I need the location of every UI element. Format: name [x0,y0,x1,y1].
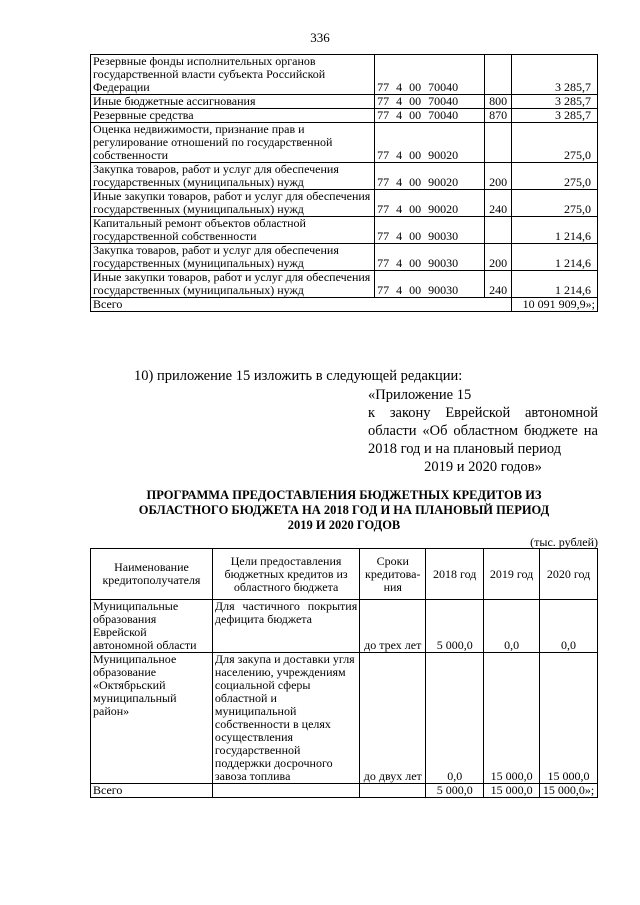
header-goals: Цели предоставления бюджетных кредитов из областного бюджета [212,549,359,600]
table-row [91,653,598,784]
row-name: Закупка товаров, работ и услуг для обеспечения государственных (муниципальных) нужд [91,163,375,190]
amendment-paragraph: 10) приложение 15 изложить в следующей редакции: [134,368,463,384]
amount: 275,0 [511,123,597,163]
expenditure-table [90,54,598,312]
row-name: Иные закупки товаров, работ и услуг для обеспечения государственных (муниципальных) нужд [91,190,375,217]
row-name: Оценка недвижимости, признание прав и регулирование отношений по государственной собственности [91,123,375,163]
amount: 1 214,6 [511,217,597,244]
expense-type [485,123,512,163]
empty-cell [212,784,359,798]
credit-program-table [90,548,598,798]
program-title-line: 2019 И 2020 ГОДОВ [287,518,401,532]
credit-goal: Для закупа и доставки угля населению, учреждениям социальной сферы областной и муниципальной собственности в целях осуществления государственной поддержки досрочного завоза топлива [212,653,359,784]
amount-2019: 15 000,0 [484,653,540,784]
appendix-law-reference: к закону Еврейской автономной области «Об областном бюджете на 2018 год и на плановый период [368,405,598,457]
header-term: Сроки кредитова-ния [360,549,426,600]
expense-type: 870 [485,109,512,123]
expense-type: 200 [485,163,512,190]
table-row [91,95,598,109]
amount-2018: 0,0 [426,653,484,784]
total-row [91,298,598,312]
amount-2020: 15 000,0 [540,653,598,784]
row-name: Закупка товаров, работ и услуг для обеспечения государственных (муниципальных) нужд [91,244,375,271]
header-2020: 2020 год [540,549,598,600]
header-2019: 2019 год [484,549,540,600]
amount: 275,0 [511,190,597,217]
total-2019: 15 000,0 [484,784,540,798]
table-row [91,55,598,95]
program-title [90,488,598,533]
target-code: 77 4 00 90020 [375,123,485,163]
credit-goal: Для частичного покрытия дефицита бюджета [212,600,359,653]
table-row [91,600,598,653]
target-code: 77 4 00 90020 [375,163,485,190]
empty-cell [360,784,426,798]
table-row [91,271,598,298]
target-code: 77 4 00 70040 [375,95,485,109]
amount-2019: 0,0 [484,600,540,653]
borrower-name: Муниципальное образование «Октябрьский муниципальный район» [91,653,213,784]
amount: 1 214,6 [511,271,597,298]
expense-type: 240 [485,271,512,298]
expense-type [485,217,512,244]
expense-type [485,55,512,95]
unit-label: (тыс. рублей) [530,535,598,549]
credit-term: до двух лет [360,653,426,784]
table-row [91,217,598,244]
row-name: Иные бюджетные ассигнования [91,95,375,109]
row-name: Капитальный ремонт объектов областной государственной собственности [91,217,375,244]
page-number: 336 [310,30,330,45]
total-row [91,784,598,798]
table-row [91,163,598,190]
target-code: 77 4 00 70040 [375,55,485,95]
amount: 275,0 [511,163,597,190]
appendix-title: «Приложение 15 [368,387,472,403]
target-code: 77 4 00 90030 [375,244,485,271]
expense-type: 800 [485,95,512,109]
target-code: 77 4 00 70040 [375,109,485,123]
appendix-period: 2019 и 2020 годов» [424,459,542,475]
header-borrower: Наименование кредитополучателя [91,549,213,600]
table-header-row [91,549,598,600]
appendix-header [368,386,598,476]
row-name: Резервные средства [91,109,375,123]
program-title-line: ПРОГРАММА ПРЕДОСТАВЛЕНИЯ БЮДЖЕТНЫХ КРЕДИТОВ ИЗ [146,488,542,502]
row-name: Резервные фонды исполнительных органов государственной власти субъекта Российской Федерации [91,55,375,95]
table-row [91,109,598,123]
target-code: 77 4 00 90020 [375,190,485,217]
expense-type: 200 [485,244,512,271]
total-2020: 15 000,0»; [540,784,598,798]
target-code: 77 4 00 90030 [375,217,485,244]
amount-2020: 0,0 [540,600,598,653]
amount-2018: 5 000,0 [426,600,484,653]
amount: 3 285,7 [511,109,597,123]
borrower-name: Муниципальные образования Еврейской автономной области [91,600,213,653]
header-2018: 2018 год [426,549,484,600]
row-name: Иные закупки товаров, работ и услуг для обеспечения государственных (муниципальных) нужд [91,271,375,298]
total-label: Всего [91,298,512,312]
total-value: 10 091 909,9»; [511,298,597,312]
target-code: 77 4 00 90030 [375,271,485,298]
amount: 3 285,7 [511,55,597,95]
total-2018: 5 000,0 [426,784,484,798]
program-title-line: ОБЛАСТНОГО БЮДЖЕТА НА 2018 ГОД И НА ПЛАНОВЫЙ ПЕРИОД [138,503,550,517]
amount: 1 214,6 [511,244,597,271]
table-row [91,190,598,217]
total-label: Всего [91,784,213,798]
table-row [91,244,598,271]
expense-type: 240 [485,190,512,217]
credit-term: до трех лет [360,600,426,653]
amount: 3 285,7 [511,95,597,109]
table-row [91,123,598,163]
